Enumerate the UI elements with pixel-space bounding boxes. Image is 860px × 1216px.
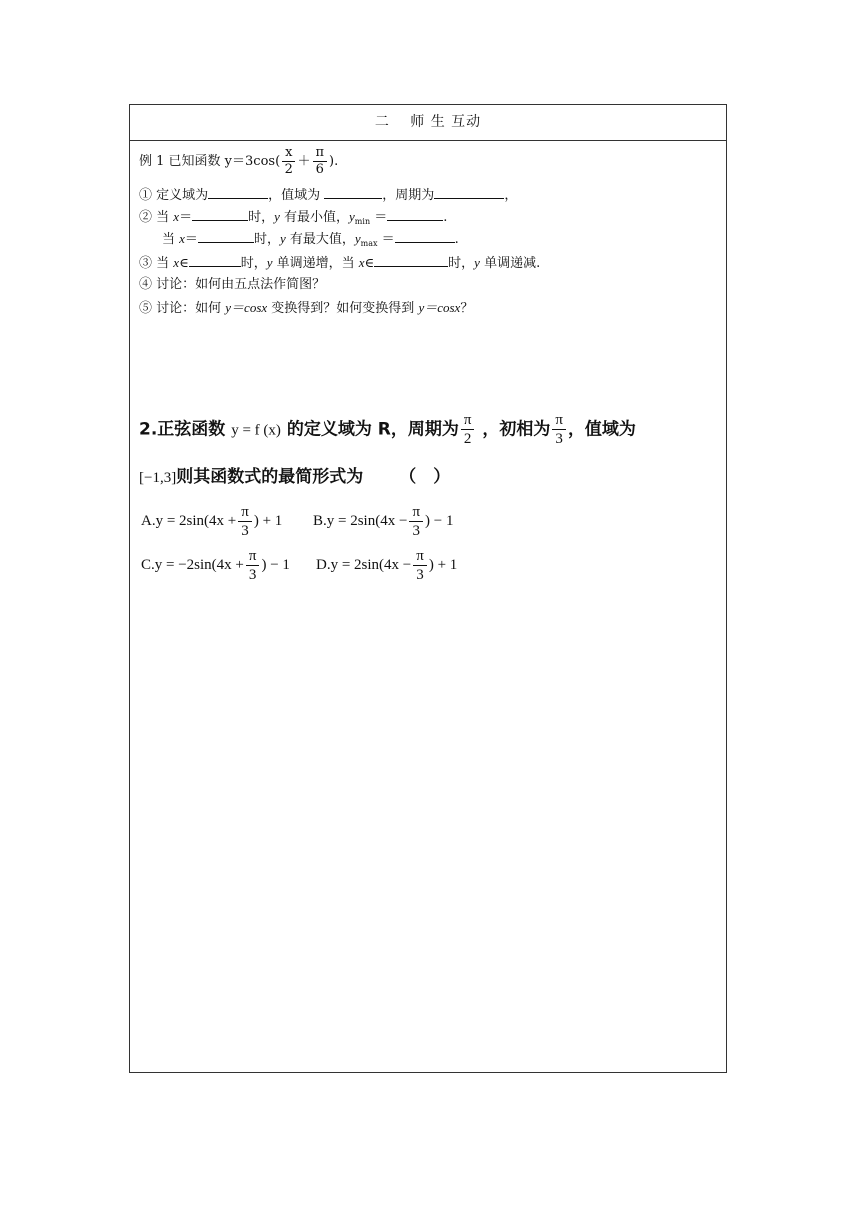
answer-blank[interactable]: [324, 186, 382, 199]
question-2-min: ② 当 x＝ 时，y 有最小值，$y_{min}$ ＝ .: [139, 209, 448, 226]
section-title: 二 师 生 互动: [374, 114, 482, 130]
answer-blank[interactable]: [198, 230, 254, 243]
question-1: ① 定义域为 ，值域为 ，周期为 ，: [139, 188, 518, 203]
question-4: ④ 讨论：如何由五点法作简图？: [139, 277, 326, 292]
option-c[interactable]: C.y = −2sin(4x + $\frac{\pi}{3}$ ) − 1: [141, 548, 290, 583]
option-d[interactable]: D.y = 2sin(4x − $\frac{\pi}{3}$ ) + 1: [316, 548, 458, 583]
problem-2-line-1: 2.正弦函数 y = f (x) 的定义域为 R，周期为 $\frac{\pi}{2}$ ，初相为 $\frac{\pi}{3}$ ，值域为: [139, 412, 636, 447]
answer-blank[interactable]: [395, 230, 455, 243]
problem-2-line-2: [−1,3]则其函数式的最简形式为 （ ）: [139, 467, 451, 487]
answer-blank[interactable]: [192, 208, 248, 221]
option-b[interactable]: B.y = 2sin(4x − $\frac{\pi}{3}$ ) − 1: [313, 504, 454, 539]
example-1-intro: 例 1 已知函数 y＝3cos( $\frac{x}{2}$ ＋ $\frac{\pi}{6}$ ).: [139, 145, 339, 177]
worksheet-table: [129, 104, 727, 1073]
fraction-pi-over-2: $\frac{\pi}{2}$: [461, 411, 475, 448]
answer-blank[interactable]: [374, 254, 448, 267]
fraction-x-over-2: $\frac{x}{2}$: [282, 145, 295, 178]
option-a[interactable]: A.y = 2sin(4x + $\frac{\pi}{3}$ ) + 1: [141, 504, 283, 539]
answer-blank[interactable]: [387, 208, 443, 221]
answer-blank[interactable]: [208, 186, 268, 199]
fraction-pi-over-3: $\frac{\pi}{3}$: [552, 411, 566, 448]
answer-blank[interactable]: [434, 186, 504, 199]
section-header: [130, 105, 726, 141]
question-2-max: 当 x＝ 时，y 有最大值，$y_{max}$ ＝ .: [162, 231, 459, 248]
question-3: ③ 当 x∈ 时，y 单调递增，当 x∈ 时，y 单调递减.: [139, 255, 541, 271]
answer-blank[interactable]: [189, 254, 241, 267]
question-5: ⑤ 讨论：如何 y＝cosx 变换得到？如何变换得到 y＝cosx？: [139, 300, 474, 316]
fraction-pi-over-6: $\frac{\pi}{6}$: [313, 145, 328, 178]
